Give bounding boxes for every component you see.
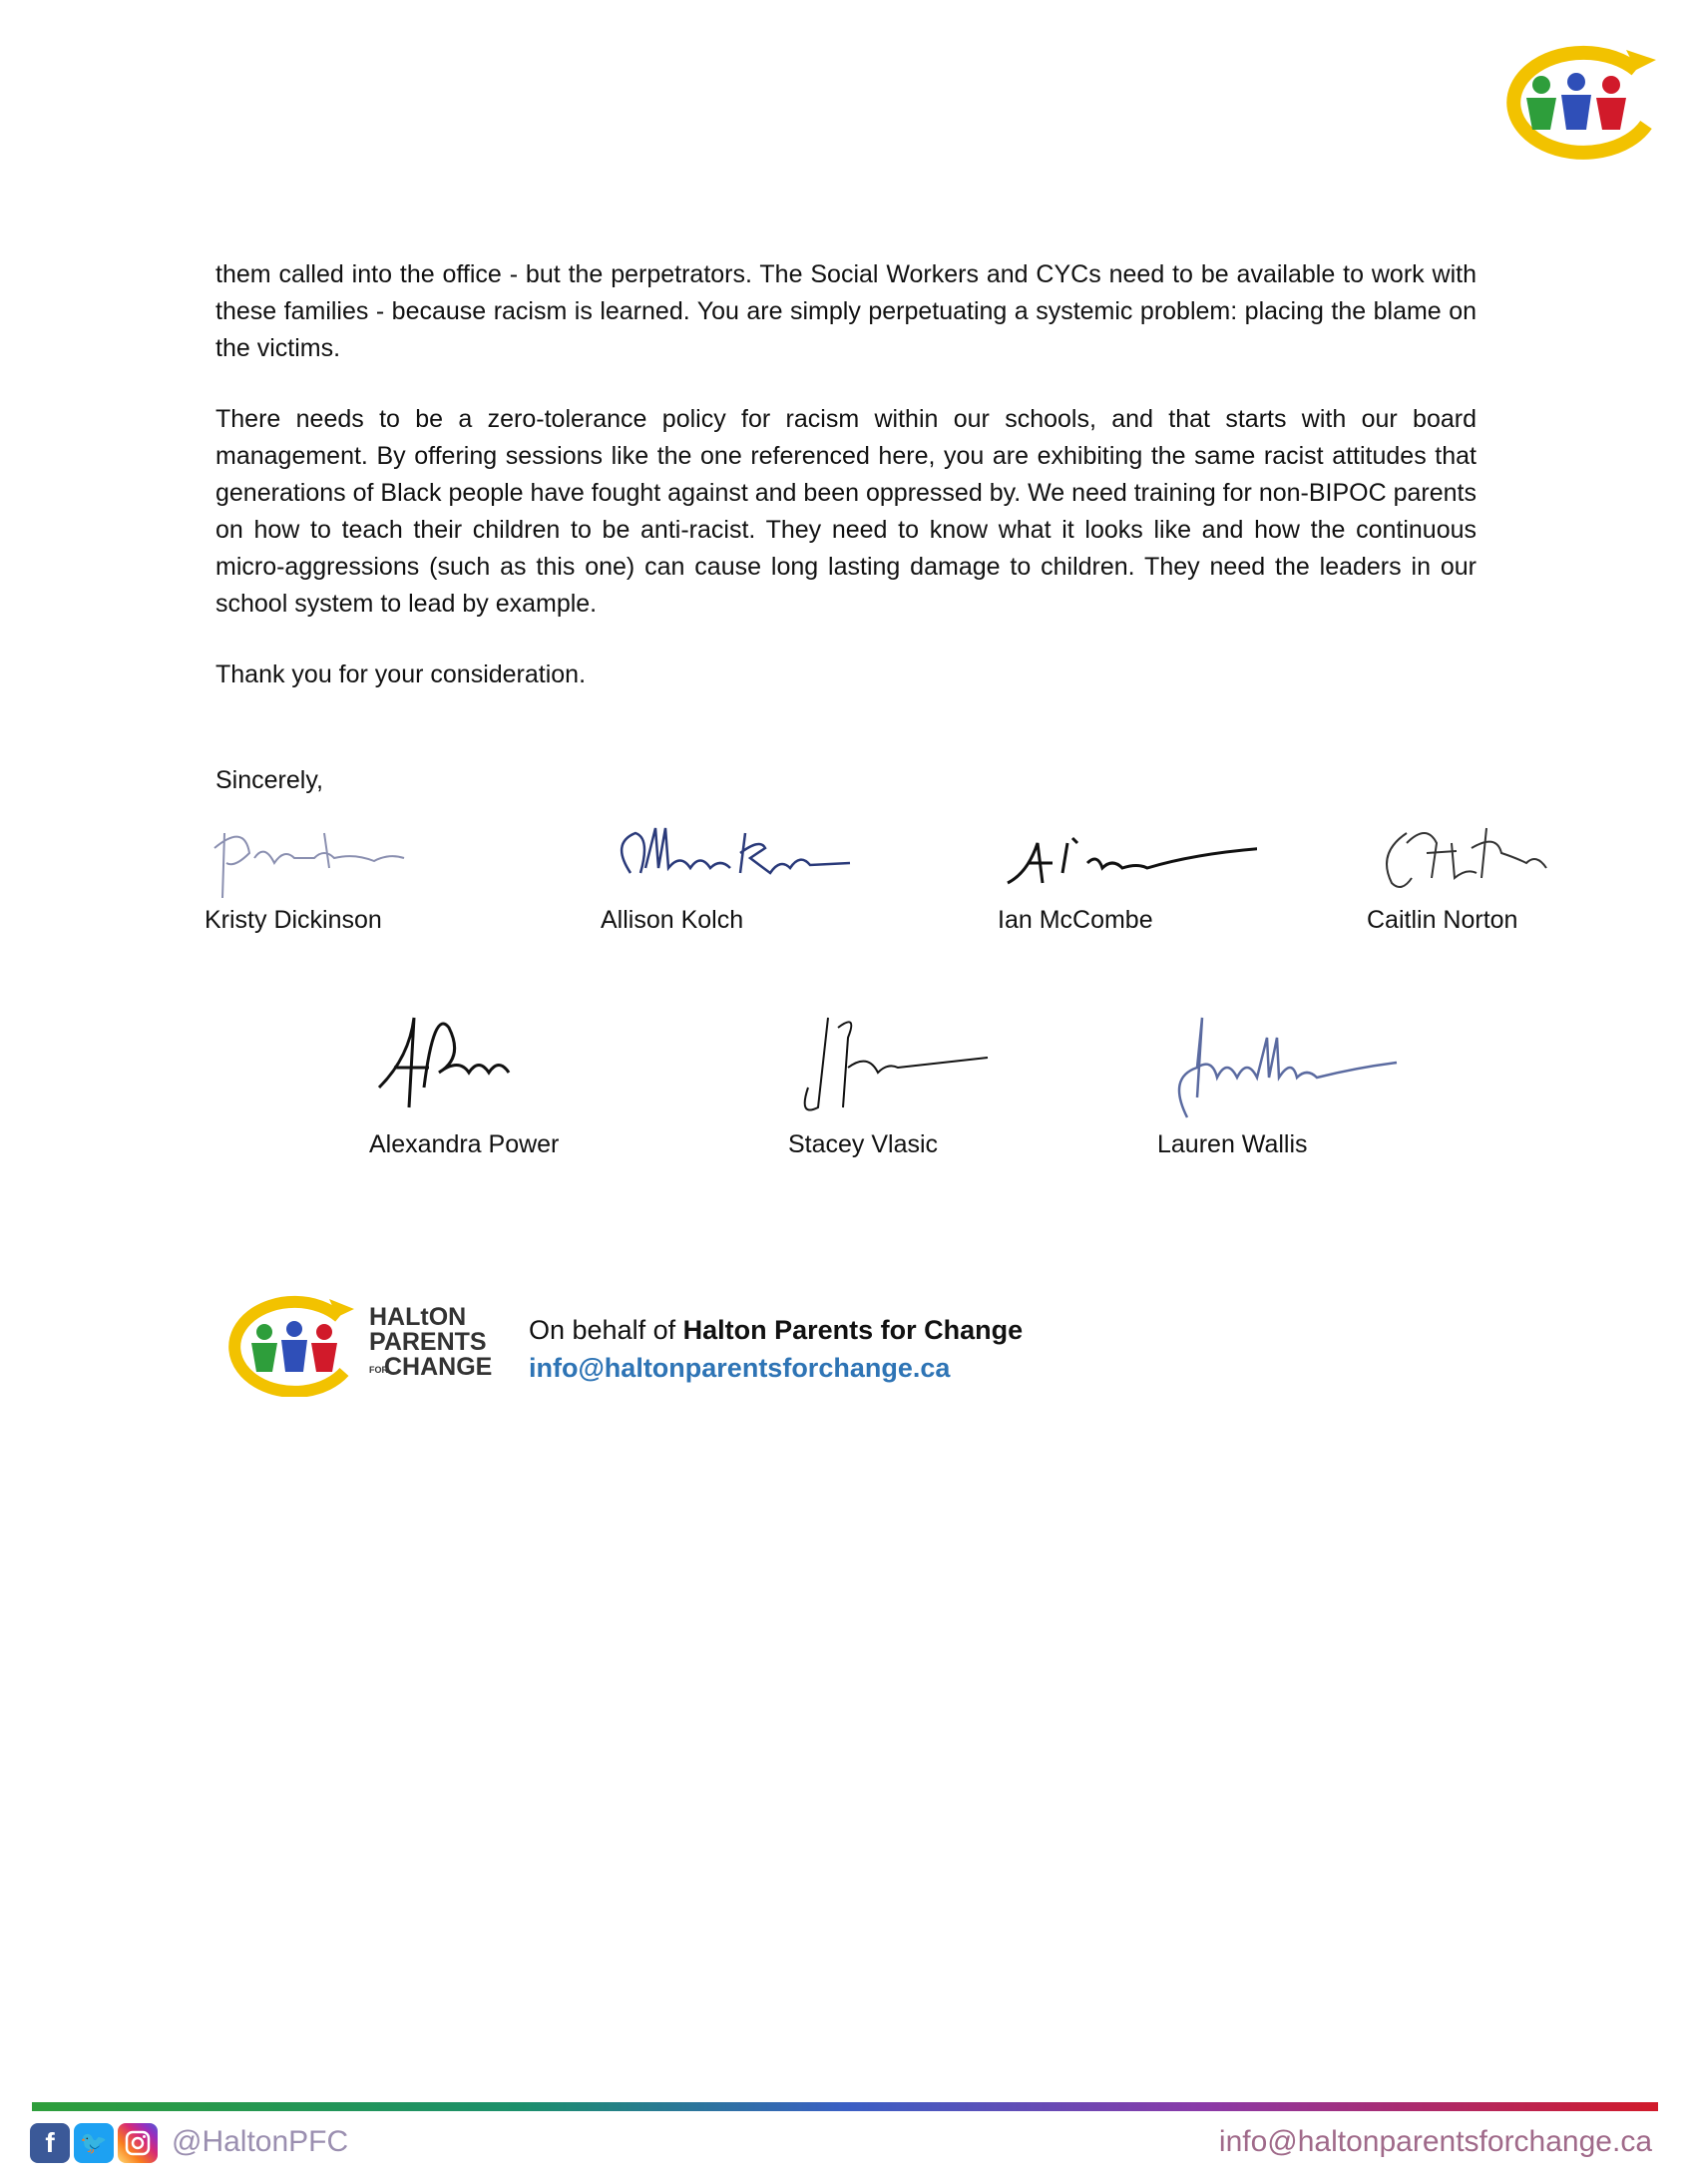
signature-block (205, 813, 474, 935)
signature-block (601, 813, 870, 935)
signature-image (369, 998, 629, 1127)
signatory-name: Alexandra Power (369, 1130, 560, 1158)
letter-paragraph-1: them called into the office - but the perpetrators. The Social Workers and CYCs need to be available to work with these families - because racism is learned. You are simply perpetuating a systemic problem: placing the blame on the victims. (215, 260, 1477, 362)
signature-image (601, 813, 860, 903)
signature-image (1157, 998, 1417, 1127)
signatory-name: Ian McCombe (998, 906, 1153, 934)
twitter-icon[interactable]: 🐦 (74, 2123, 114, 2163)
logo-text-line-3: FOR (369, 1365, 388, 1375)
logo-text-line-4: CHANGE (384, 1353, 493, 1381)
signature-block (998, 813, 1267, 935)
signatory-name: Caitlin Norton (1367, 906, 1518, 934)
instagram-icon[interactable] (118, 2123, 158, 2163)
facebook-icon[interactable]: f (30, 2123, 70, 2163)
logo-text-line-1: HALtON (369, 1303, 467, 1331)
footer-divider (32, 2102, 1658, 2111)
social-icons (30, 2123, 158, 2163)
signature-image (1367, 813, 1626, 903)
signatory-name: Stacey Vlasic (788, 1130, 939, 1158)
behalf-prefix: On behalf of (529, 1315, 683, 1345)
letter-paragraph-3: Thank you for your consideration. (215, 660, 587, 688)
footer-social-handle[interactable]: @HaltonPFC (172, 2125, 349, 2158)
signature-image (998, 813, 1257, 903)
signatory-name: Allison Kolch (601, 906, 744, 934)
behalf-line (529, 1311, 1023, 1387)
letter-closing: Sincerely, (215, 766, 323, 794)
signature-block (369, 998, 638, 1159)
footer-email[interactable]: info@haltonparentsforchange.ca (1218, 2125, 1652, 2158)
organization-email-link[interactable]: info@haltonparentsforchange.ca (529, 1353, 951, 1383)
signature-block (1157, 998, 1427, 1159)
halton-pfc-logo (1486, 30, 1666, 160)
signature-image (788, 998, 1048, 1127)
signatory-name: Lauren Wallis (1157, 1130, 1308, 1158)
logo-text-line-2: PARENTS (369, 1328, 487, 1356)
halton-pfc-wordmark-logo (219, 1287, 504, 1397)
signatory-name: Kristy Dickinson (205, 906, 382, 934)
organization-name: Halton Parents for Change (682, 1315, 1024, 1345)
signature-block (1367, 813, 1636, 935)
letter-paragraph-2: There needs to be a zero-tolerance policy for racism within our schools, and that starts with our board management. By offering sessions like the one referenced here, you are exhibiting the same racist attitudes that generations of Black people have fought against and been oppressed by. We need training for non-BIPOC parents on how to teach their children to be anti-racist. They need to know what it looks like and how the continuous micro-aggressions (such as this one) can cause long lasting damage to children. They need the leaders in our school system to lead by example. (215, 405, 1477, 618)
signature-image (205, 813, 464, 903)
signature-block (788, 998, 1057, 1159)
